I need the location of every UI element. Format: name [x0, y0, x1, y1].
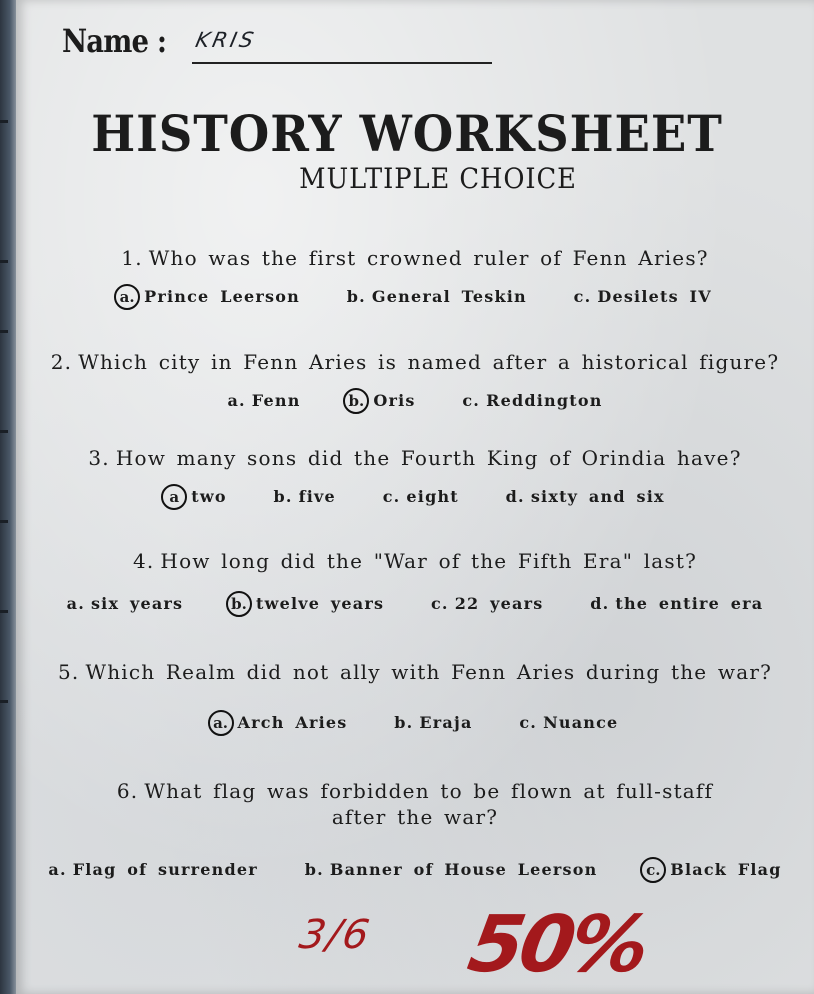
question-number: 1. — [121, 246, 143, 270]
question-2-options — [0, 388, 814, 414]
option-4c[interactable] — [431, 594, 543, 613]
option-letter: c. — [640, 857, 666, 883]
option-letter: c. — [430, 594, 449, 613]
option-6a[interactable] — [48, 860, 258, 879]
option-text: Prince Leerson — [144, 287, 300, 306]
option-text: Banner of House Leerson — [329, 860, 598, 879]
option-text: 22 years — [454, 594, 544, 613]
option-letter: a — [161, 484, 187, 510]
option-letter: b. — [343, 388, 369, 414]
option-text: Fenn — [251, 391, 301, 410]
option-letter: a. — [208, 710, 234, 736]
option-5a[interactable] — [212, 710, 348, 736]
option-text: the entire era — [615, 594, 764, 613]
question-text: How long did the "War of the Fifth Era" last? — [160, 549, 698, 573]
option-text: six years — [90, 594, 184, 613]
option-letter: b. — [226, 591, 252, 617]
option-4a[interactable] — [67, 594, 184, 613]
option-3a[interactable] — [165, 484, 226, 510]
question-number: 4. — [132, 549, 155, 573]
question-1 — [0, 246, 814, 270]
option-letter: d. — [590, 594, 610, 613]
option-2c[interactable] — [462, 391, 602, 410]
question-6-options — [0, 857, 814, 883]
option-letter: a. — [227, 391, 246, 410]
option-letter: c. — [573, 287, 592, 306]
question-3-options — [0, 484, 814, 510]
question-4 — [0, 549, 814, 573]
option-text: General Teskin — [371, 287, 527, 306]
question-number: 6. — [116, 779, 139, 803]
option-letter: b. — [304, 860, 324, 879]
option-text: sixty and six — [530, 487, 665, 506]
question-text: Which Realm did not ally with Fenn Aries during the war? — [85, 660, 773, 684]
option-letter: a. — [114, 284, 140, 310]
question-4-options — [0, 591, 814, 617]
question-2 — [0, 350, 814, 374]
question-6-continued — [0, 805, 814, 829]
option-text: eight — [406, 487, 459, 506]
question-number: 3. — [88, 446, 110, 470]
worksheet-subtitle: MULTIPLE CHOICE — [299, 162, 577, 195]
option-text: five — [298, 487, 336, 506]
option-letter: a. — [48, 860, 67, 879]
question-5 — [0, 660, 814, 684]
question-1-options — [0, 284, 814, 310]
option-4b[interactable] — [230, 591, 384, 617]
option-text: two — [191, 487, 227, 506]
option-text: Eraja — [419, 713, 473, 732]
question-text-line-1: What flag was forbidden to be flown at full-staff — [144, 779, 714, 803]
option-letter: b. — [273, 487, 293, 506]
option-letter: b. — [394, 713, 414, 732]
option-text: Arch Aries — [237, 713, 348, 732]
question-number: 5. — [57, 660, 80, 684]
option-3b[interactable] — [274, 487, 336, 506]
option-1a[interactable] — [118, 284, 300, 310]
option-letter: b. — [346, 287, 366, 306]
option-text: Flag of surrender — [72, 860, 258, 879]
option-text: Black Flag — [670, 860, 782, 879]
question-text: Which city in Fenn Aries is named after a historical figure? — [78, 350, 780, 374]
name-label: Name : — [62, 22, 167, 60]
option-letter: d. — [505, 487, 525, 506]
option-letter: c. — [462, 391, 481, 410]
score-fraction: 3/6 — [295, 912, 375, 958]
option-3d[interactable] — [506, 487, 665, 506]
name-underline — [192, 62, 492, 64]
option-2a[interactable] — [227, 391, 300, 410]
name-value: KRIS — [193, 28, 259, 52]
option-letter: c. — [382, 487, 401, 506]
option-1c[interactable] — [574, 287, 712, 306]
option-letter: a. — [66, 594, 85, 613]
score-percent: 50% — [462, 900, 653, 990]
question-text: How many sons did the Fourth King of Orindia have? — [115, 446, 742, 470]
option-1b[interactable] — [347, 287, 527, 306]
option-5c[interactable] — [519, 713, 618, 732]
question-text-line-2: after the war? — [331, 805, 499, 829]
option-text: twelve years — [256, 594, 385, 613]
option-4d[interactable] — [590, 594, 763, 613]
option-text: Nuance — [543, 713, 619, 732]
question-number: 2. — [50, 350, 73, 374]
option-2b[interactable] — [347, 388, 415, 414]
option-6b[interactable] — [305, 860, 598, 879]
question-text: Who was the first crowned ruler of Fenn Aries? — [148, 246, 709, 270]
question-6 — [0, 779, 814, 803]
option-6c[interactable] — [644, 857, 781, 883]
option-5b[interactable] — [394, 713, 472, 732]
question-5-options — [0, 710, 814, 736]
question-3 — [0, 446, 814, 470]
worksheet-title: HISTORY WORKSHEET — [91, 104, 723, 163]
option-text: Reddington — [486, 391, 603, 410]
option-letter: c. — [519, 713, 538, 732]
option-3c[interactable] — [383, 487, 459, 506]
option-text: Desilets IV — [597, 287, 712, 306]
option-text: Oris — [373, 391, 416, 410]
